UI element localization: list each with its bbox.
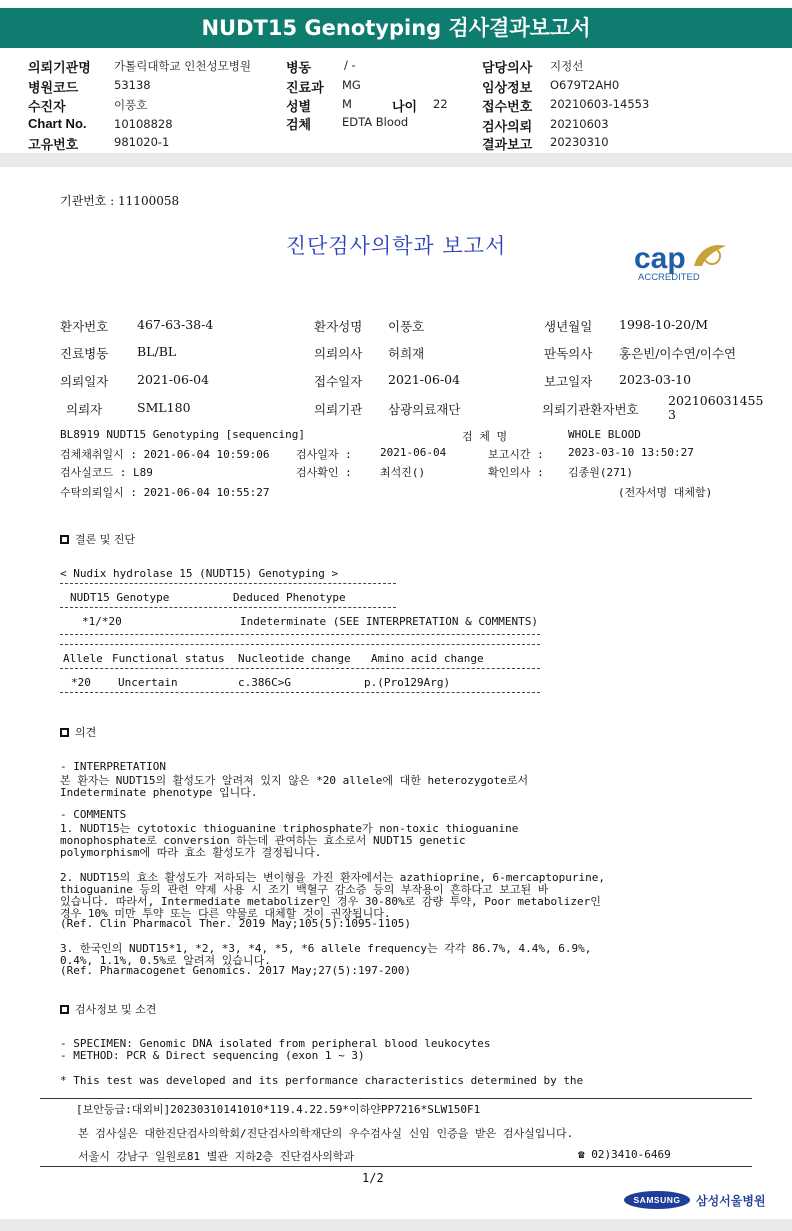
info-line: - METHOD: PCR & Direct sequencing (exon 1 ~ 3)	[60, 1049, 365, 1062]
footer-rule	[40, 1166, 752, 1167]
test-line: 수탁의뢰일시 : 2021-06-04 10:55:27	[60, 486, 270, 499]
patient-value: 202106031455	[668, 393, 764, 408]
patient-label: 환자번호	[60, 319, 109, 334]
cap-accredited-logo	[632, 236, 732, 286]
bottom-band	[0, 1219, 792, 1231]
functional-status-value: Uncertain	[118, 676, 178, 689]
cap-logo-text: cap	[634, 242, 686, 275]
info-line: - SPECIMEN: Genomic DNA isolated from peripheral blood leukocytes	[60, 1037, 491, 1050]
patient-label: 의뢰기관	[314, 402, 363, 417]
footer-rule	[40, 1098, 752, 1099]
test-line: 검사일자 :	[296, 448, 352, 461]
table-rule	[60, 692, 540, 693]
patient-value: 2021-06-04	[137, 372, 210, 387]
patient-label: 의뢰의사	[314, 346, 363, 361]
opinion-line: 있습니다. 따라서, Intermediate metabolizer인 경우 30-80%로 감량 투약, Poor metabolizer인	[60, 895, 601, 908]
opinion-line: 본 환자는 NUDT15의 활성도가 알려져 있지 않은 *20 allele에 대한 heterozygote로서	[60, 774, 529, 787]
opinion-line: Indeterminate phenotype 입니다.	[60, 786, 258, 799]
genotype-header: NUDT15 Genotype	[70, 591, 170, 604]
divider-band	[0, 153, 792, 167]
patient-label: 접수일자	[314, 374, 363, 389]
hospital-logo-text: 삼성서울병원	[696, 1194, 766, 1208]
nucleotide-change-header: Nucleotide change	[238, 652, 351, 665]
address-line: 서울시 강남구 일원로81 별관 지하2층 진단검사의학과	[78, 1150, 355, 1163]
genotyping-title: < Nudix hydrolase 15 (NUDT15) Genotyping >	[60, 567, 339, 580]
patient-label: 환자성명	[314, 319, 363, 334]
patient-value: BL/BL	[137, 344, 177, 359]
amino-acid-change-value: p.(Pro129Arg)	[364, 676, 451, 689]
patient-value: 이풍호	[388, 319, 425, 334]
opinion-line: (Ref. Pharmacogenet Genomics. 2017 May;27(5):197-200)	[60, 964, 411, 977]
table-rule	[60, 634, 540, 635]
cap-logo-subtext: ACCREDITED	[638, 272, 700, 283]
test-line: 검체채취일시 : 2021-06-04 10:59:06	[60, 448, 270, 461]
test-line: 검사실코드 : L89	[60, 466, 153, 479]
section-result-heading: 결론 및 진단	[60, 531, 135, 547]
patient-label: 보고일자	[544, 374, 593, 389]
test-line: 최석진()	[380, 466, 426, 479]
phenotype-value: Indeterminate (SEE INTERPRETATION & COMMENTS)	[240, 615, 539, 628]
patient-value: 삼광의료재단	[388, 402, 461, 417]
opinion-line: 2. NUDT15의 효소 활성도가 저하되는 변이형을 가진 환자에서는 azathioprine, 6-mercaptopurine,	[60, 871, 606, 884]
patient-label: 생년월일	[544, 319, 593, 334]
opinion-line: - INTERPRETATION	[60, 760, 166, 773]
opinion-line: monophosphate로 conversion 하는데 관여하는 효소로서 NUDT15 genetic	[60, 834, 466, 847]
opinion-line: - COMMENTS	[60, 808, 127, 821]
table-rule	[60, 607, 396, 608]
patient-label: 의뢰자	[66, 402, 103, 417]
functional-status-header: Functional status	[112, 652, 225, 665]
page-number: 1/2	[362, 1171, 384, 1185]
report-title-bar	[0, 8, 792, 48]
opinion-line: 1. NUDT15는 cytotoxic thioguanine triphosphate가 non-toxic thioguanine	[60, 822, 519, 835]
patient-label: 판독의사	[544, 346, 593, 361]
table-rule	[60, 668, 540, 669]
amino-acid-change-header: Amino acid change	[371, 652, 484, 665]
phenotype-header: Deduced Phenotype	[233, 591, 346, 604]
test-line: 검사확인 :	[296, 466, 352, 479]
patient-value: 3	[668, 407, 676, 422]
section-marker-icon	[60, 1005, 69, 1014]
section-marker-icon	[60, 535, 69, 544]
test-line: 검 체 명	[462, 430, 508, 443]
test-line: 2023-03-10 13:50:27	[568, 446, 694, 459]
samsung-logo: SAMSUNG	[624, 1191, 690, 1209]
patient-value: 홍은빈/이수연/이수연	[619, 346, 737, 361]
patient-value: 467-63-38-4	[137, 317, 214, 332]
genotype-value: *1/*20	[82, 615, 122, 628]
test-line: 2021-06-04	[380, 446, 447, 459]
certification-line: 본 검사실은 대한진단검사의학회/진단검사의학재단의 우수검사실 신임 인증을 받은 검사실입니다.	[78, 1127, 574, 1140]
institution-number: 기관번호 : 11100058	[60, 194, 180, 208]
test-line: 김종원(271)	[568, 466, 633, 479]
allele-header: Allele	[63, 652, 103, 665]
opinion-line: (Ref. Clin Pharmacol Ther. 2019 May;105(5):1095-1105)	[60, 917, 411, 930]
test-line: BL8919 NUDT15 Genotyping [sequencing]	[60, 428, 306, 441]
phone-line: ☎ 02)3410-6469	[578, 1148, 671, 1161]
test-line: 확인의사 :	[488, 466, 544, 479]
section-marker-icon	[60, 728, 69, 737]
document-title: 진단검사의학과 보고서	[285, 234, 507, 258]
table-rule	[60, 644, 540, 645]
opinion-line: polymorphism에 따라 효소 활성도가 결정됩니다.	[60, 846, 322, 859]
section-opinion-heading: 의견	[60, 724, 96, 740]
patient-value: 1998-10-20/M	[619, 317, 709, 332]
nucleotide-change-value: c.386C>G	[238, 676, 291, 689]
security-line: [보안등급:대외비]20230310141010*119.4.22.59*이하얀PP7216*SLW150F1	[76, 1103, 481, 1116]
patient-value: 2021-06-04	[388, 372, 461, 387]
test-line: 보고시간 :	[488, 448, 544, 461]
patient-value: 허희재	[388, 346, 425, 361]
test-line: (전자서명 대체함)	[618, 486, 713, 499]
patient-label: 의뢰일자	[60, 374, 109, 389]
patient-label: 진료병동	[60, 346, 109, 361]
report-title: NUDT15 Genotyping 검사결과보고서	[201, 16, 591, 40]
table-rule	[60, 583, 396, 584]
opinion-line: thioguanine 등의 관련 약제 사용 시 조기 백혈구 감소증 등의 부작용이 흔하다고 보고된 바	[60, 883, 549, 896]
test-line: WHOLE BLOOD	[568, 428, 641, 441]
patient-value: 2023-03-10	[619, 372, 692, 387]
opinion-line: 0.4%, 1.1%, 0.5%로 알려져 있습니다.	[60, 954, 271, 967]
section-info-heading: 검사정보 및 소견	[60, 1001, 156, 1017]
samsung-hospital-logo	[624, 1189, 764, 1213]
patient-label: 의뢰기관환자번호	[542, 402, 639, 417]
allele-value: *20	[71, 676, 91, 689]
opinion-line: 경우 10% 미만 투약 또는 다른 약물로 대체할 것이 권장됩니다.	[60, 907, 391, 920]
info-line: * This test was developed and its performance characteristics determined by the	[60, 1074, 584, 1087]
opinion-line: 3. 한국인의 NUDT15*1, *2, *3, *4, *5, *6 allele frequency는 각각 86.7%, 4.4%, 6.9%,	[60, 942, 592, 955]
patient-value: SML180	[137, 400, 191, 415]
